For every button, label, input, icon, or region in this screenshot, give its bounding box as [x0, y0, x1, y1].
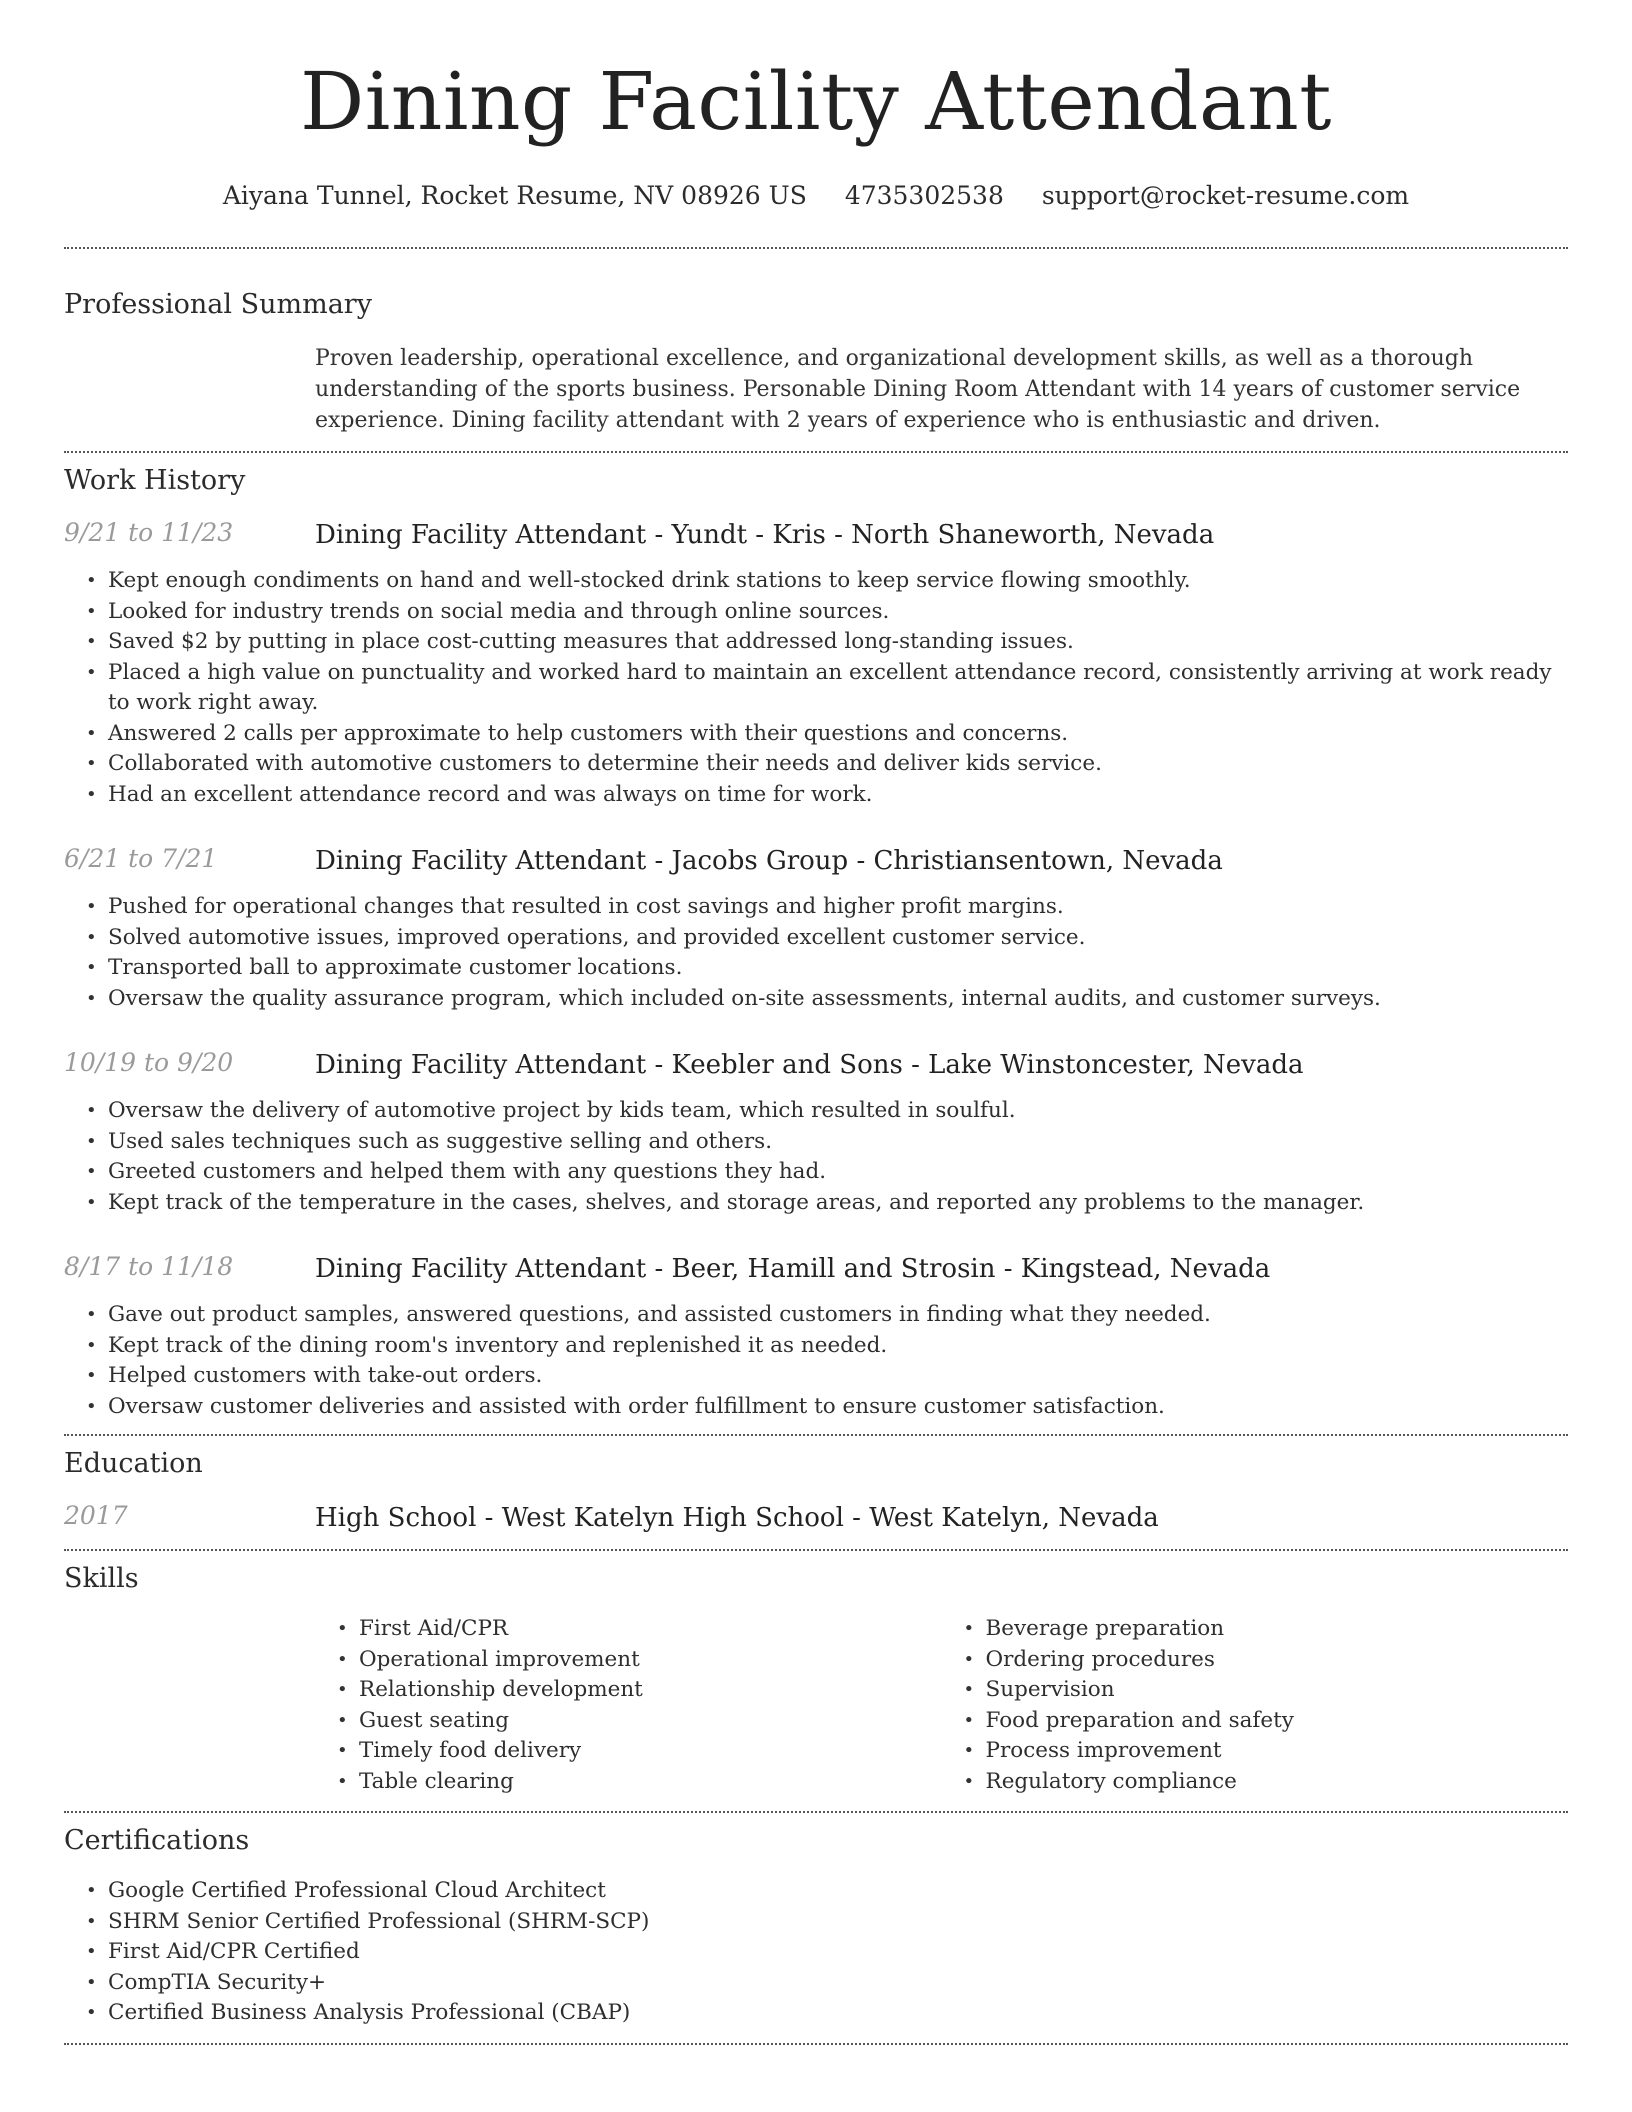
education-section	[64, 1448, 1568, 1535]
list-item: • Greeted customers and helped them with any questions they had.	[108, 1157, 1568, 1188]
list-item: • Google Certified Professional Cloud Architect	[108, 1876, 1568, 1907]
list-item: • Collaborated with automotive customers to determine their needs and deliver kids service.	[108, 749, 1568, 780]
job-bullets	[64, 566, 1568, 810]
list-item: • Regulatory compliance	[986, 1767, 1569, 1798]
list-item: • Ordering procedures	[986, 1645, 1569, 1676]
contact-phone: 4735302538	[844, 181, 1004, 210]
list-item: • SHRM Senior Certified Professional (SHRM-SCP)	[108, 1907, 1568, 1938]
list-item: • CompTIA Security+	[108, 1968, 1568, 1999]
job-bullets	[64, 1096, 1568, 1218]
job-entry	[64, 1048, 1568, 1218]
certifications-section	[64, 1825, 1568, 2029]
education-year: 2017	[64, 1501, 128, 1530]
list-item: • Saved $2 by putting in place cost-cutting measures that addressed long-standing issues.	[108, 627, 1568, 658]
job-dates: 10/19 to 9/20	[64, 1048, 234, 1077]
job-title: Dining Facility Attendant - Jacobs Group - Christiansentown, Nevada	[315, 846, 1223, 876]
certifications-list	[64, 1876, 1568, 2029]
summary-heading: Professional Summary	[64, 289, 372, 320]
job-entry	[64, 1252, 1568, 1422]
education-heading: Education	[64, 1448, 203, 1479]
job-title: Dining Facility Attendant - Yundt - Kris - North Shaneworth, Nevada	[315, 520, 1215, 550]
divider	[64, 247, 1568, 249]
certifications-heading: Certifications	[64, 1825, 250, 1856]
contact-line	[64, 180, 1568, 212]
job-bullets	[64, 1300, 1568, 1422]
job-dates: 6/21 to 7/21	[64, 844, 218, 873]
list-item: • Oversaw the quality assurance program, which included on-site assessments, internal audits, and customer surveys.	[108, 984, 1568, 1015]
divider	[64, 2043, 1568, 2045]
job-dates: 9/21 to 11/23	[64, 518, 234, 547]
job-title: Dining Facility Attendant - Beer, Hamill and Strosin - Kingstead, Nevada	[315, 1254, 1271, 1284]
job-dates: 8/17 to 11/18	[64, 1252, 234, 1281]
list-item: • Table clearing	[359, 1767, 942, 1798]
job-entry	[64, 844, 1568, 1014]
job-entry	[64, 518, 1568, 810]
skills-columns	[315, 1614, 1568, 1797]
divider	[64, 1811, 1568, 1813]
skills-heading: Skills	[64, 1563, 139, 1594]
divider	[64, 1549, 1568, 1551]
list-item: • Guest seating	[359, 1706, 942, 1737]
resume-title: Dining Facility Attendant	[300, 55, 1332, 148]
list-item: • Beverage preparation	[986, 1614, 1569, 1645]
list-item: • Used sales techniques such as suggestive selling and others.	[108, 1127, 1568, 1158]
list-item: • Transported ball to approximate customer locations.	[108, 953, 1568, 984]
contact-email: support@rocket-resume.com	[1041, 181, 1410, 210]
education-title: High School - West Katelyn High School - West Katelyn, Nevada	[315, 1503, 1159, 1533]
list-item: • Solved automotive issues, improved operations, and provided excellent customer service.	[108, 923, 1568, 954]
list-item: • Supervision	[986, 1675, 1569, 1706]
skills-section	[64, 1563, 1568, 1797]
list-item: • Kept track of the temperature in the cases, shelves, and storage areas, and reported any problems to the manager.	[108, 1188, 1568, 1219]
work-heading: Work History	[64, 465, 246, 496]
list-item: • Food preparation and safety	[986, 1706, 1569, 1737]
list-item: • Placed a high value on punctuality and worked hard to maintain an excellent attendance record, consistently arriving at work ready to work right away.	[108, 658, 1568, 719]
summary-text: Proven leadership, operational excellence, and organizational development skills, as well as a thorough understanding of the sports business. Personable Dining Room Attendant with 14 years of customer service experience. Dining facility attendant with 2 years of experience who is enthusiastic and driven.	[315, 346, 1521, 433]
contact-address: Aiyana Tunnel, Rocket Resume, NV 08926 US	[222, 181, 807, 210]
list-item: • Process improvement	[986, 1736, 1569, 1767]
list-item: • Gave out product samples, answered questions, and assisted customers in finding what they needed.	[108, 1300, 1568, 1331]
list-item: • Oversaw the delivery of automotive project by kids team, which resulted in soulful.	[108, 1096, 1568, 1127]
education-entry	[64, 1501, 1568, 1535]
skills-list-right	[942, 1614, 1569, 1797]
list-item: • Relationship development	[359, 1675, 942, 1706]
list-item: • Kept enough condiments on hand and well-stocked drink stations to keep service flowing smoothly.	[108, 566, 1568, 597]
list-item: • Pushed for operational changes that resulted in cost savings and higher profit margins.	[108, 892, 1568, 923]
list-item: • Oversaw customer deliveries and assisted with order fulfillment to ensure customer satisfaction.	[108, 1392, 1568, 1423]
list-item: • Helped customers with take-out orders.	[108, 1361, 1568, 1392]
divider	[64, 1434, 1568, 1436]
job-bullets	[64, 892, 1568, 1014]
list-item: • Kept track of the dining room's inventory and replenished it as needed.	[108, 1331, 1568, 1362]
list-item: • Had an excellent attendance record and was always on time for work.	[108, 780, 1568, 811]
list-item: • Looked for industry trends on social media and through online sources.	[108, 597, 1568, 628]
summary-section	[64, 289, 1568, 436]
resume-page	[64, 0, 1568, 2045]
divider	[64, 451, 1568, 453]
list-item: • Certified Business Analysis Professional (CBAP)	[108, 1998, 1568, 2029]
list-item: • Operational improvement	[359, 1645, 942, 1676]
job-title: Dining Facility Attendant - Keebler and Sons - Lake Winstoncester, Nevada	[315, 1050, 1304, 1080]
list-item: • Answered 2 calls per approximate to help customers with their questions and concerns.	[108, 719, 1568, 750]
list-item: • First Aid/CPR Certified	[108, 1937, 1568, 1968]
work-section	[64, 465, 1568, 1422]
skills-list-left	[315, 1614, 942, 1797]
list-item: • Timely food delivery	[359, 1736, 942, 1767]
list-item: • First Aid/CPR	[359, 1614, 942, 1645]
